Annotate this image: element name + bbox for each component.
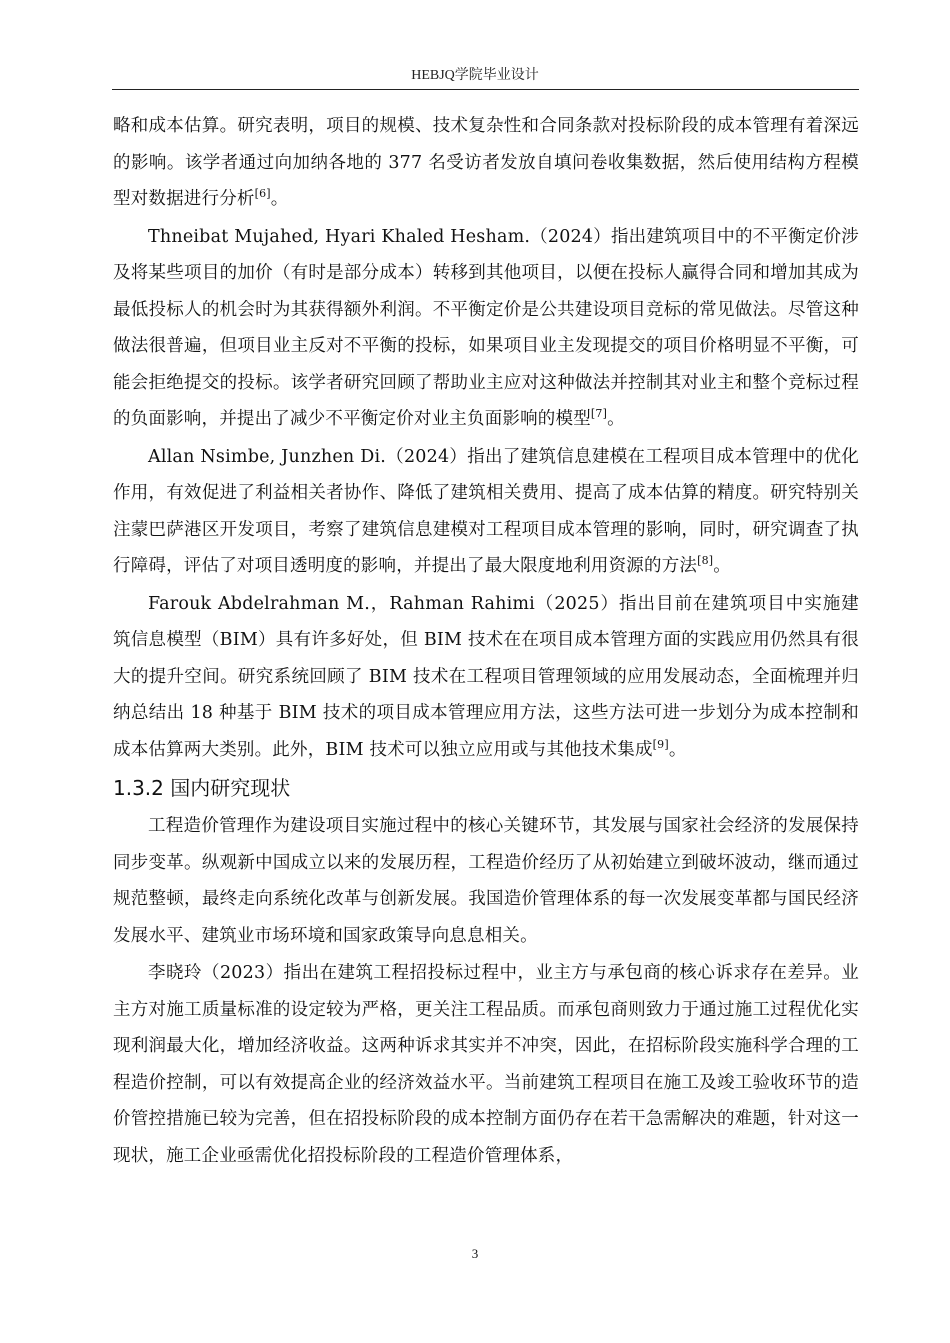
paragraph-tail: 。 — [713, 556, 731, 576]
paragraph-4 — [113, 586, 859, 769]
paragraph-text: Allan Nsimbe, Junzhen Di.（2024）指出了建筑信息建模在工程项目成本管理中的优化作用，有效促进了利益相关者协作、降低了建筑相关费用、提高了成本估算的精度。研究特别关注蒙巴萨港区开发项目，考察了建筑信息建模对工程项目成本管理的影响，同时，研究调查了执行障碍，评估了对项目透明度的影响，并提出了最大限度地利用资源的方法 — [113, 446, 859, 576]
paragraph-tail: 。 — [607, 409, 625, 429]
citation-ref: [6] — [254, 187, 271, 201]
paragraph-tail: 。 — [270, 189, 289, 209]
citation-ref: [9] — [652, 737, 669, 751]
citation-ref: [7] — [590, 407, 608, 421]
paragraph-2 — [113, 219, 859, 438]
header-rule — [112, 89, 859, 90]
section-heading: 1.3.2 国内研究现状 — [113, 776, 291, 800]
paragraph-text: Thneibat Mujahed, Hyari Khaled Hesham.（2024）指出建筑项目中的不平衡定价涉及将某些项目的加价（有时是部分成本）转移到其他项目，以便在投标人赢得合同和增加其成为最低投标人的机会时为其获得额外利润。不平衡定价是公共建设项目竞标的常见做法。尽管这种做法很普遍，但项目业主反对不平衡的投标，如果项目业主发现提交的项目价格明显不平衡，可能会拒绝提交的投标。该学者研究回顾了帮助业主应对这种做法并控制其对业主和整个竞标过程的负面影响，并提出了减少不平衡定价对业主负面影响的模型 — [113, 226, 859, 429]
paragraph-text: 工程造价管理作为建设项目实施过程中的核心关键环节，其发展与国家社会经济的发展保持同步变革。纵观新中国成立以来的发展历程，工程造价经历了从初始建立到破坏波动，继而通过规范整顿，最终走向系统化改革与创新发展。我国造价管理体系的每一次发展变革都与国民经济发展水平、建筑业市场环境和国家政策导向息息相关。 — [113, 816, 859, 946]
body-text — [113, 108, 859, 1174]
paragraph-5 — [113, 808, 859, 954]
paragraph-6 — [113, 955, 859, 1174]
paragraph-text: 略和成本估算。研究表明，项目的规模、技术复杂性和合同条款对投标阶段的成本管理有着深远的影响。该学者通过向加纳各地的 377 名受访者发放自填问卷收集数据，然后使用结构方程模型对数据进行分析 — [113, 116, 859, 209]
paragraph-3 — [113, 439, 859, 585]
citation-ref: [8] — [697, 554, 714, 568]
paragraph-text: 李晓玲（2023）指出在建筑工程招投标过程中，业主方与承包商的核心诉求存在差异。业主方对施工质量标准的设定较为严格，更关注工程品质。而承包商则致力于通过施工过程优化实现利润最大化，增加经济收益。这两种诉求其实并不冲突，因此，在招标阶段实施科学合理的工程造价控制，可以有效提高企业的经济效益水平。当前建筑工程项目在施工及竣工验收环节的造价管控措施已较为完善，但在招投标阶段的成本控制方面仍存在若干急需解决的难题，针对这一现状，施工企业亟需优化招投标阶段的工程造价管理体系， — [113, 963, 859, 1166]
page-header: HEBJQ学院毕业设计 — [411, 68, 539, 83]
paragraph-1 — [113, 108, 859, 218]
paragraph-text: Farouk Abdelrahman M.，Rahman Rahimi（2025）指出目前在建筑项目中实施建筑信息模型（BIM）具有许多好处，但 BIM 技术在在项目成本管理方面的实践应用仍然具有很大的提升空间。研究系统回顾了 BIM 技术在工程项目管理领域的应用发展动态，全面梳理并归纳总结出 18 种基于 BIM 技术的项目成本管理应用方法，这些方法可进一步划分为成本控制和成本估算两大类别。此外，BIM 技术可以独立应用或与其他技术集成 — [113, 593, 859, 760]
paragraph-tail: 。 — [668, 739, 687, 760]
page-number: 3 — [471, 1246, 479, 1261]
